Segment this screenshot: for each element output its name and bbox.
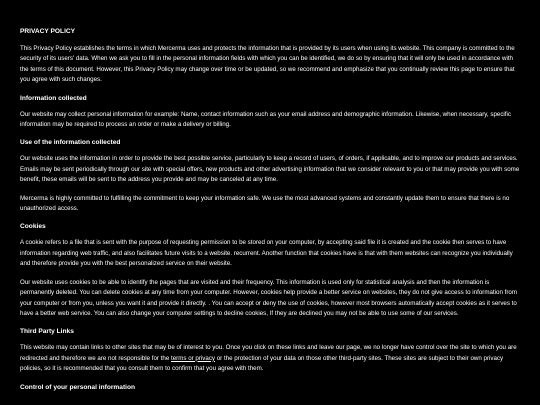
third-party-text-after: or the protection of your data on those other third-party sites. These sites are subject to their own privacy policies, so it is recommended that you consult them to confirm that you agree with them. [20, 354, 504, 373]
section-heading-control-of-personal-information: Control of your personal information [20, 383, 136, 391]
page-title: PRIVACY POLICY [20, 28, 76, 35]
cookies-paragraph-1: A cookie refers to a file that is sent with the purpose of requesting permission to be stored on your computer, by accepting said file it is created and the cookie then serves to have information regarding web traffic, and also facilitates future visits to a website. recurrent. Another function that cookies have is that with them websites can recognize you individually and therefore provide you with the best personalized service on their website. [20, 239, 513, 268]
intro-paragraph: This Privacy Policy establishes the terms in which Mercerma uses and protects the information that is provided by its users when using its website. This company is committed to the security of its users' data. When we ask you to fill in the personal information fields with which you can be identified, we do so by ensuring that it will only be used in accordance with the terms of this document. However, this Privacy Policy may change over time or be updated, so we recommend and emphasize that you continually review this page to ensure that you agree with such changes. [20, 45, 515, 84]
third-party-links-paragraph [20, 343, 520, 374]
use-of-information-paragraph-1: Our website uses the information in order to provide the best possible service, particularly to keep a record of users, of orders, if applicable, and to improve our products and services. Emails may be sent periodically through our site with special offers, new products and other advertising information that we consider relevant to you or that may provide you with some benefit, these emails will be sent to the address you provide and may be canceled at any time. [20, 155, 520, 184]
section-heading-third-party-links: Third Party Links [20, 328, 74, 336]
cookies-paragraph-2: Our website uses cookies to be able to identify the pages that are visited and their frequency. This information is used only for statistical analysis and then the information is permanently deleted. You can delete cookies at any time from your computer. However, cookies help provide a better service on websites, they do not give access to information from your computer or from you, unless you want it and provide it directly. . You can accept or deny the use of cookies, however most browsers automatically accept cookies as it serves to have a better web service. You can also change your computer settings to decline cookies, If they are declined you may not be able to use some of our services. [20, 278, 517, 317]
third-party-text-before: This website may contain links to other sites that may be of interest to you. Once you click on these links and leave our page, we no longer have control over the site to which you are redirected and therefore we are not responsible for the [20, 344, 517, 362]
use-of-information-paragraph-2: Mercerma is highly committed to fulfilling the commitment to keep your information safe. We use the most advanced systems and constantly update them to ensure that there is no unauthorized access. [20, 194, 510, 213]
section-heading-information-collected: Information collected [20, 94, 87, 102]
information-collected-paragraph: Our website may collect personal information for example: Name, contact information such as your email address and demographic information. Likewise, when necessary, specific information may be required to process an order or make a delivery or billing. [20, 110, 511, 129]
section-heading-use-of-information: Use of the information collected [20, 139, 121, 147]
section-heading-cookies: Cookies [20, 223, 46, 231]
terms-or-privacy-link[interactable]: terms or privacy [171, 354, 216, 362]
